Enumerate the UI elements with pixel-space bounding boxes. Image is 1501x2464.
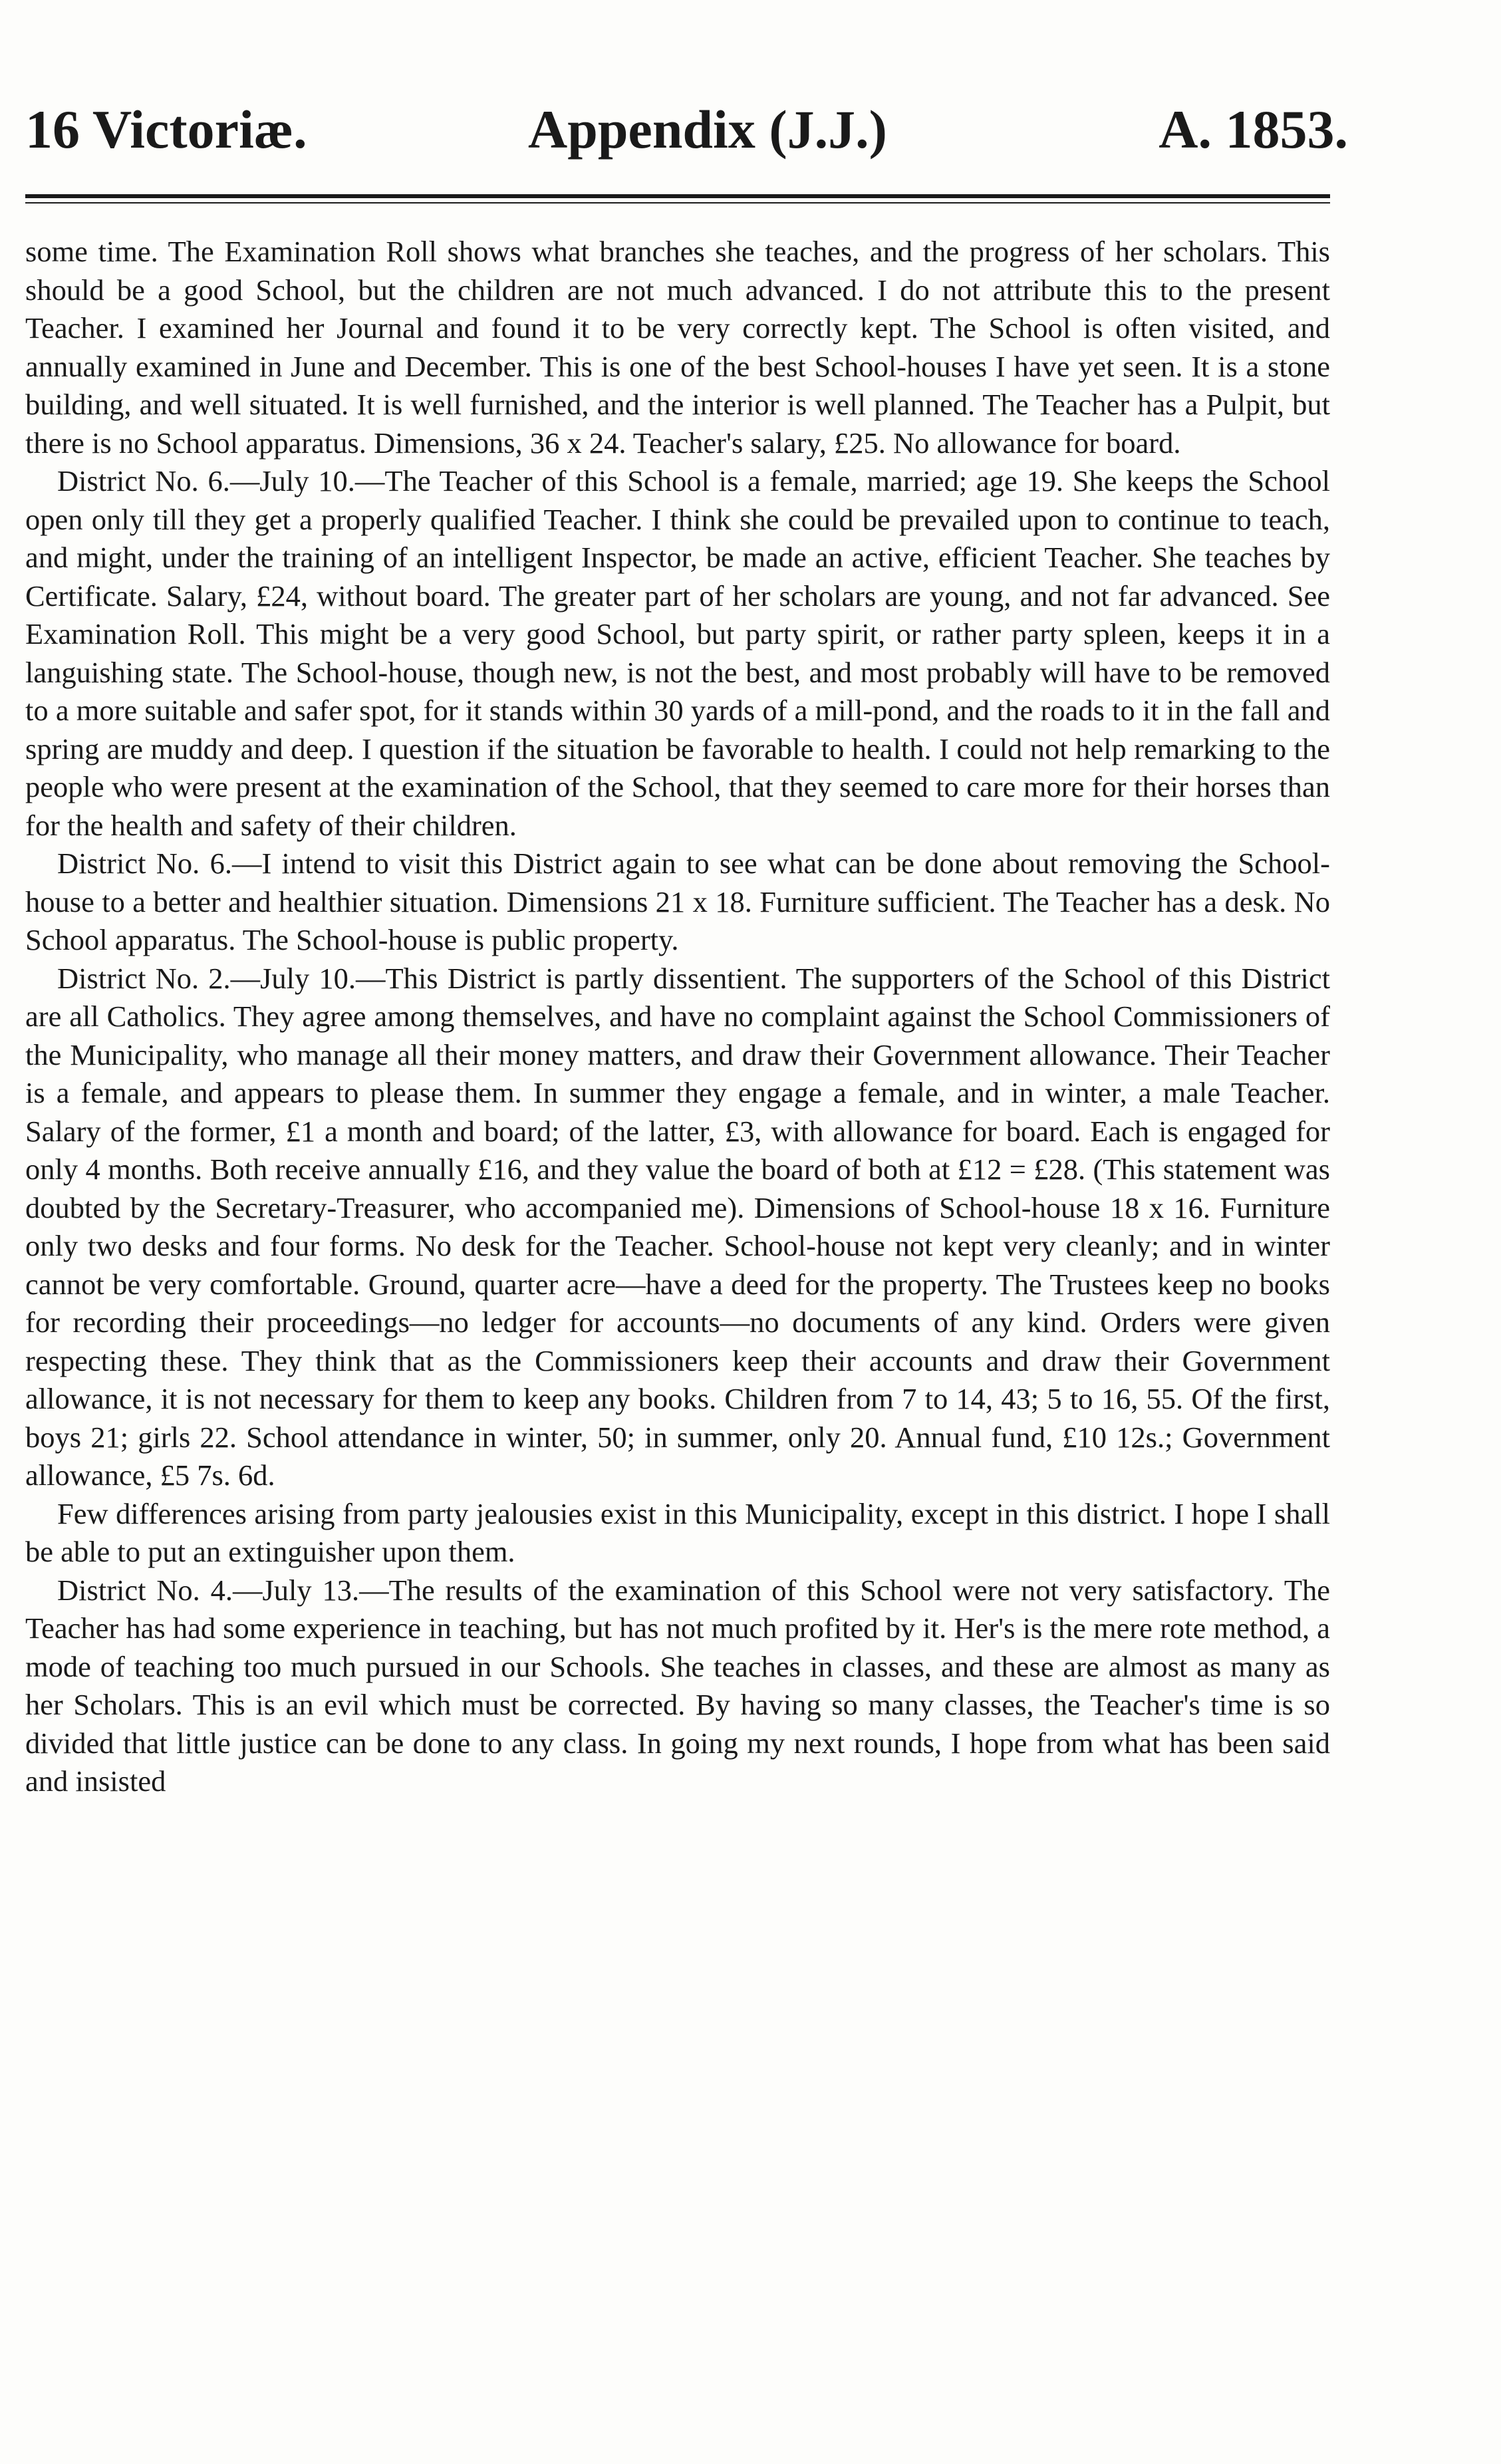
header-rule-thin [25,202,1330,204]
body-text [25,233,1330,1801]
header-year: A. 1853. [1159,99,1348,160]
header-session: 16 Victoriæ. [25,99,307,160]
paragraph-district-6-visit: District No. 6.—I intend to visit this District again to see what can be done about removing the School-house to a better and healthier situation. Dimensions 21 x 18. Furniture sufficient. The Teacher has a desk. No School apparatus. The School-house is public property. [25,847,1330,956]
header-appendix: Appendix (J.J.) [528,99,887,160]
paragraph-district-4: District No. 4.—July 13.—The results of the examination of this School were not very satisfactory. The Teacher has had some experience in teaching, but has not much profited by it. Her's is the mere rote method, a mode of teaching too much pursued in our Schools. She teaches in classes, and these are almost as many as her Scholars. This is an evil which must be corrected. By having so many classes, the Teacher's time is so divided that little justice can be done to any class. In going my next rounds, I hope from what has been said and insisted [25,1573,1330,1798]
paragraph-district-6-july-10: District No. 6.—July 10.—The Teacher of this School is a female, married; age 19. She keeps the School open only till they get a properly qualified Teacher. I think she could be prevailed upon to continue to teach, and might, under the training of an intelligent Inspector, be made an active, efficient Teacher. She teaches by Certificate. Salary, £24, without board. The greater part of her scholars are young, and not far advanced. See Examination Roll. This might be a very good School, but party spirit, or rather party spleen, keeps it in a languishing state. The School-house, though new, is not the best, and most probably will have to be removed to a more suitable and safer spot, for it stands within 30 yards of a mill-pond, and the roads to it in the fall and spring are muddy and deep. I question if the situation be favorable to health. I could not help remarking to the people who were present at the examination of the School, that they seemed to care more for their horses than for the health and safety of their children. [25,464,1330,842]
paragraph-district-2: District No. 2.—July 10.—This District is partly dissentient. The supporters of the School of this District are all Catholics. They agree among themselves, and have no complaint against the School Commissioners of the Municipality, who manage all their money matters, and draw their Government allowance. Their Teacher is a female, and appears to please them. In summer they engage a female, and in winter, a male Teacher. Salary of the former, £1 a month and board; of the latter, £3, with allowance for board. Each is engaged for only 4 months. Both receive annually £16, and they value the board of both at £12 = £28. (This statement was doubted by the Secretary-Treasurer, who accompanied me). Dimensions of School-house 18 x 16. Furniture only two desks and four forms. No desk for the Teacher. School-house not kept very cleanly; and in winter cannot be very comfortable. Ground, quarter acre—have a deed for the property. The Trustees keep no books for recording their proceedings—no ledger for accounts—no documents of any kind. Orders were given respecting these. They think that as the Commissioners keep their accounts and draw their Government allowance, it is not necessary for them to keep any books. Children from 7 to 14, 43; 5 to 16, 55. Of the first, boys 21; girls 22. School attendance in winter, 50; in summer, only 20. Annual fund, £10 12s.; Government allowance, £5 7s. 6d. [25,961,1330,1492]
paragraph-continued: some time. The Examination Roll shows what branches she teaches, and the progress of her scholars. This should be a good School, but the children are not much advanced. I do not attribute this to the present Teacher. I examined her Journal and found it to be very correctly kept. The School is often visited, and annually examined in June and December. This is one of the best School-houses I have yet seen. It is a stone building, and well situated. It is well furnished, and the interior is well planned. The Teacher has a Pulpit, but there is no School apparatus. Dimensions, 36 x 24. Teacher's salary, £25. No allowance for board. [25,235,1330,460]
header-rule-thick [25,194,1330,198]
paragraph-party-jealousies: Few differences arising from party jealousies exist in this Municipality, except in this district. I hope I shall be able to put an extinguisher upon them. [25,1496,1330,1568]
page-header [25,93,1348,166]
